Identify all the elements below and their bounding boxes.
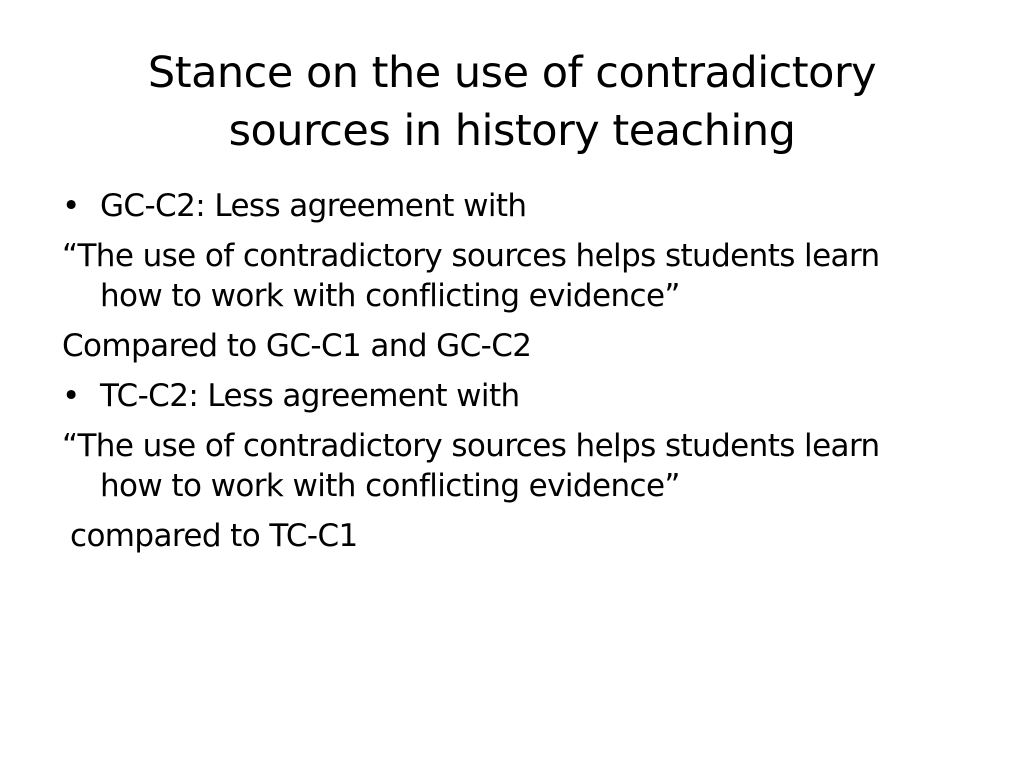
quote-line-1: “The use of contradictory sources helps students learn: [62, 428, 880, 464]
title-line-1: Stance on the use of contradictory: [147, 48, 877, 98]
slide-title: [60, 44, 964, 160]
bullet-icon: •: [62, 188, 80, 224]
slide-body: [62, 186, 962, 566]
quote-line-2: how to work with conflicting evidence”: [100, 468, 680, 504]
title-line-2: sources in history teaching: [228, 106, 796, 156]
quote-paragraph-2: [62, 426, 962, 506]
bullet-item-tc-c2: [62, 376, 962, 416]
quote-paragraph-1: [62, 236, 962, 316]
bullet-item-gc-c2: [62, 186, 962, 226]
quote-line-2: how to work with conflicting evidence”: [100, 278, 680, 314]
quote-line-1: “The use of contradictory sources helps students learn: [62, 238, 880, 274]
bullet-icon: •: [62, 378, 80, 414]
bullet-text: GC-C2: Less agreement with: [100, 188, 527, 224]
comparison-text-2: compared to TC-C1: [70, 518, 358, 554]
bullet-text: TC-C2: Less agreement with: [100, 378, 520, 414]
comparison-text-1: Compared to GC-C1 and GC-C2: [62, 328, 532, 364]
